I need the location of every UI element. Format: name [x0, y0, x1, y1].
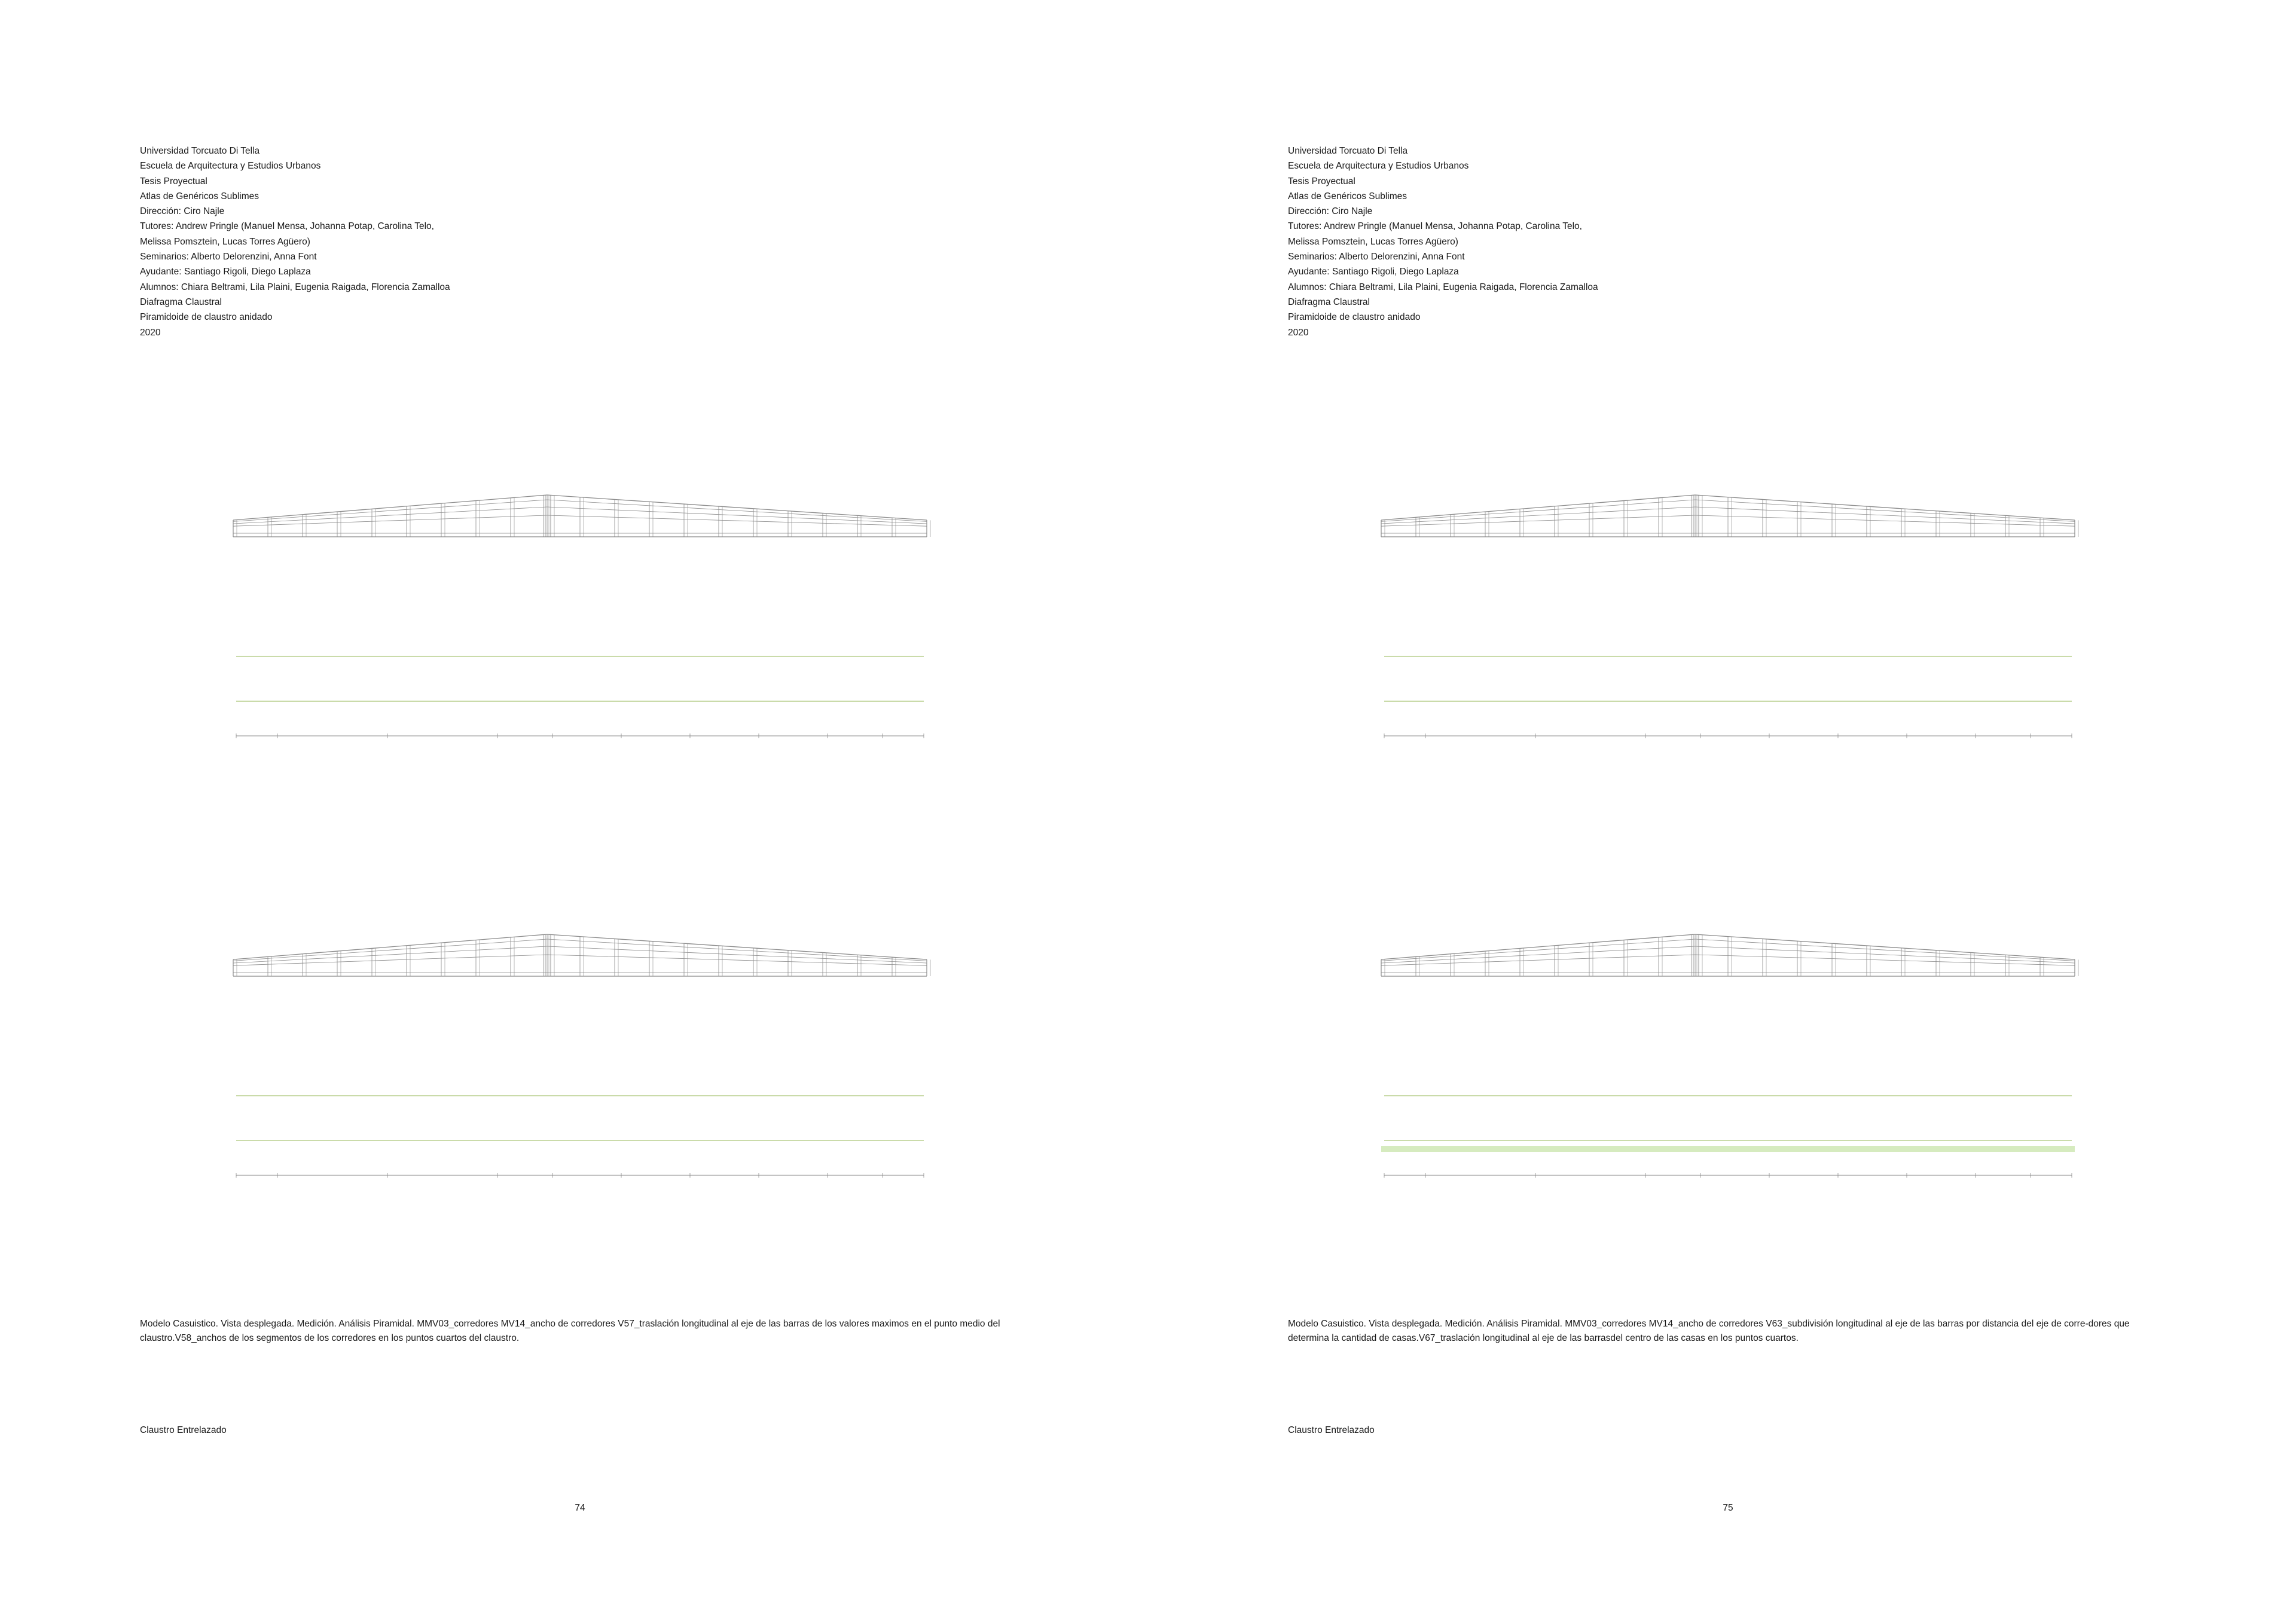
header-line: Escuela de Arquitectura y Estudios Urbanos — [140, 161, 321, 172]
roof-profile-line — [547, 500, 927, 521]
page-number: 75 — [1723, 1503, 1733, 1513]
roof-profile-line — [1381, 946, 1695, 963]
roof-profile-line — [547, 939, 927, 961]
header-line: Diafragma Claustral — [1288, 297, 1370, 307]
roof-profile-line — [547, 955, 927, 965]
header-line: Tesis Proyectual — [1288, 176, 1355, 187]
pyramid-elevation-drawing — [227, 918, 933, 1181]
footer-title: Claustro Entrelazado — [1288, 1425, 1375, 1435]
header-line: Universidad Torcuato Di Tella — [1288, 146, 1408, 156]
header-line: Dirección: Ciro Najle — [1288, 206, 1373, 217]
roof-profile-line — [1381, 955, 1695, 965]
roof-profile-line — [1695, 946, 2075, 963]
roof-profile-line — [547, 507, 927, 524]
roof-profile-line — [1381, 507, 1695, 524]
page-header — [1288, 143, 1706, 340]
roof-profile-line — [547, 946, 927, 963]
page-header — [140, 143, 558, 340]
roof-profile-line — [1381, 939, 1695, 961]
page-number: 74 — [575, 1503, 585, 1513]
roof-profile-line — [547, 495, 927, 520]
roof-profile-line — [233, 939, 547, 961]
header-line: Ayudante: Santiago Rigoli, Diego Laplaza — [1288, 267, 1459, 277]
figure-caption: Modelo Casuistico. Vista desplegada. Medición. Análisis Piramidal. MMV03_corredores MV14_ancho de corredores V57_traslación longitudinal al eje de las barras de los valores maximos en el punto medio del claustro.V58_anchos de los segmentos de los corredores en los puntos cuartos del claustro. — [140, 1319, 1000, 1343]
header-line: Universidad Torcuato Di Tella — [140, 146, 260, 156]
roof-profile-line — [233, 934, 547, 959]
roof-profile-line — [547, 515, 927, 526]
header-line: Tutores: Andrew Pringle (Manuel Mensa, Johanna Potap, Carolina Telo, — [140, 221, 434, 232]
roof-profile-line — [1695, 500, 2075, 521]
pyramid-elevation-drawing — [227, 478, 933, 741]
header-line: Melissa Pomsztein, Lucas Torres Agüero) — [1288, 236, 1458, 247]
header-line: Seminarios: Alberto Delorenzini, Anna Font — [140, 252, 317, 262]
roof-profile-line — [1695, 495, 2075, 520]
roof-profile-line — [547, 934, 927, 959]
roof-profile-line — [1381, 495, 1695, 520]
header-line: 2020 — [140, 327, 161, 338]
header-line: Piramidoide de claustro anidado — [1288, 312, 1421, 323]
header-line: Tutores: Andrew Pringle (Manuel Mensa, Johanna Potap, Carolina Telo, — [1288, 221, 1582, 232]
roof-profile-line — [1695, 515, 2075, 526]
header-line: Dirección: Ciro Najle — [140, 206, 225, 217]
header-line: 2020 — [1288, 327, 1309, 338]
header-line: Piramidoide de claustro anidado — [140, 312, 273, 323]
header-line: Diafragma Claustral — [140, 297, 222, 307]
header-line: Atlas de Genéricos Sublimes — [1288, 191, 1407, 201]
header-line: Melissa Pomsztein, Lucas Torres Agüero) — [140, 236, 310, 247]
roof-profile-line — [233, 500, 547, 521]
footer-title: Claustro Entrelazado — [140, 1425, 227, 1435]
header-line: Seminarios: Alberto Delorenzini, Anna Font — [1288, 252, 1465, 262]
header-line: Atlas de Genéricos Sublimes — [140, 191, 259, 201]
roof-profile-line — [233, 946, 547, 963]
roof-profile-line — [233, 955, 547, 965]
roof-profile-line — [1695, 507, 2075, 524]
pyramid-elevation-drawing — [1375, 918, 2081, 1181]
header-line: Escuela de Arquitectura y Estudios Urbanos — [1288, 161, 1469, 172]
page-75 — [1148, 0, 2296, 1623]
header-line: Ayudante: Santiago Rigoli, Diego Laplaza — [140, 267, 311, 277]
header-line: Alumnos: Chiara Beltrami, Lila Plaini, Eugenia Raigada, Florencia Zamalloa — [140, 282, 450, 292]
figure-caption: Modelo Casuistico. Vista desplegada. Medición. Análisis Piramidal. MMV03_corredores MV14_ancho de corredores V63_subdivisión longitudinal al eje de las barras por distancia del eje de corre-dores que determina la cantidad de casas.V67_traslación longitudinal al eje de las barrasdel centro de las casas en los puntos cuartos. — [1288, 1319, 2130, 1343]
roof-profile-line — [1695, 955, 2075, 965]
roof-profile-line — [233, 515, 547, 526]
roof-profile-line — [233, 507, 547, 524]
roof-profile-line — [1381, 500, 1695, 521]
roof-profile-line — [1695, 934, 2075, 959]
header-line: Alumnos: Chiara Beltrami, Lila Plaini, Eugenia Raigada, Florencia Zamalloa — [1288, 282, 1598, 292]
roof-profile-line — [233, 495, 547, 520]
pyramid-elevation-drawing — [1375, 478, 2081, 741]
highlighted-corridor-band — [1381, 1146, 2075, 1152]
header-line: Tesis Proyectual — [140, 176, 207, 187]
roof-profile-line — [1695, 939, 2075, 961]
roof-profile-line — [1381, 515, 1695, 526]
roof-profile-line — [1381, 934, 1695, 959]
